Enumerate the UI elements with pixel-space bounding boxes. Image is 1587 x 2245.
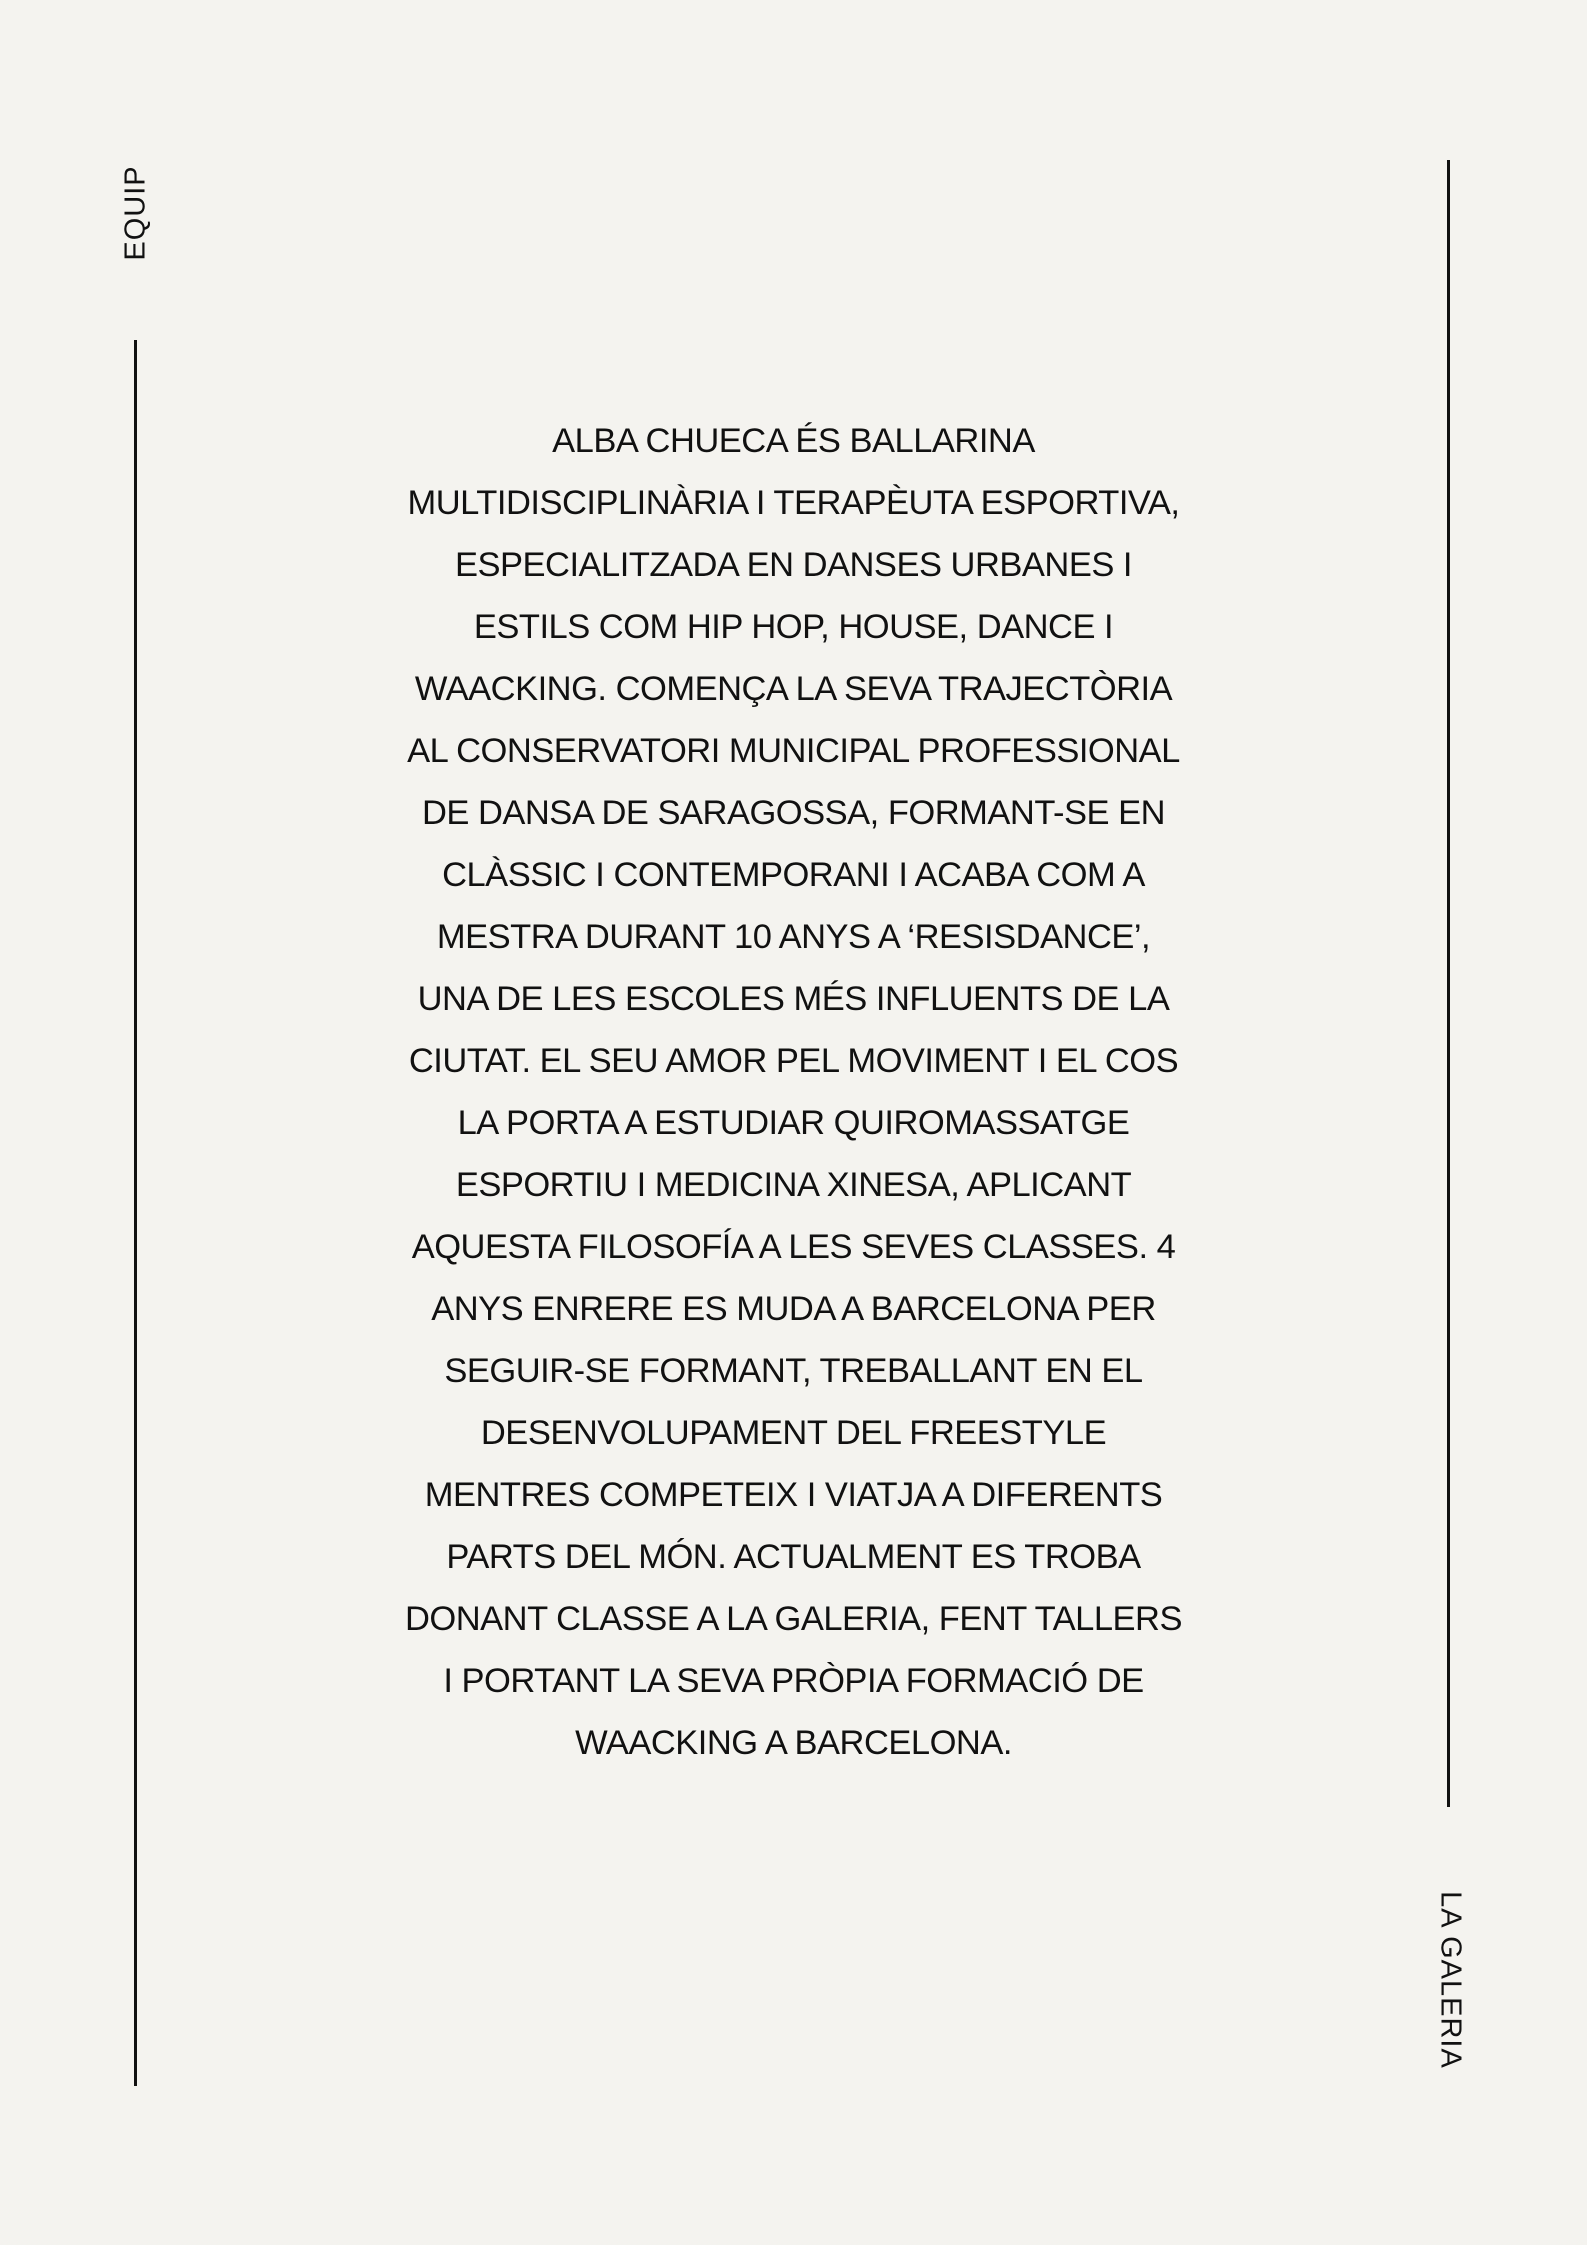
bio-line: MESTRA DURANT 10 ANYS A ‘RESISDANCE’, bbox=[436, 918, 1151, 956]
brand-label-la-galeria: LA GALERIA bbox=[1434, 1891, 1467, 2069]
bio-line: ESPORTIU I MEDICINA XINESA, APLICANT bbox=[455, 1166, 1132, 1204]
left-vertical-rule bbox=[134, 340, 137, 2086]
section-label-equip: EQUIP bbox=[119, 165, 152, 261]
bio-line: UNA DE LES ESCOLES MÉS INFLUENTS DE LA bbox=[417, 980, 1170, 1018]
bio-line: AL CONSERVATORI MUNICIPAL PROFESSIONAL bbox=[407, 732, 1180, 770]
bio-line: ESPECIALITZADA EN DANSES URBANES I bbox=[454, 546, 1133, 584]
bio-line: LA PORTA A ESTUDIAR QUIROMASSATGE bbox=[457, 1104, 1130, 1142]
bio-line: PARTS DEL MÓN. ACTUALMENT ES TROBA bbox=[446, 1538, 1141, 1576]
bio-line: ALBA CHUECA ÉS BALLARINA bbox=[552, 422, 1035, 460]
bio-line: WAACKING A BARCELONA. bbox=[575, 1724, 1012, 1762]
bio-line: DONANT CLASSE A LA GALERIA, FENT TALLERS bbox=[404, 1600, 1182, 1638]
bio-line: ESTILS COM HIP HOP, HOUSE, DANCE I bbox=[473, 608, 1114, 646]
bio-line: I PORTANT LA SEVA PRÒPIA FORMACIÓ DE bbox=[443, 1662, 1144, 1700]
bio-line: MENTRES COMPETEIX I VIATJA A DIFERENTS bbox=[424, 1476, 1163, 1514]
bio-line: SEGUIR-SE FORMANT, TREBALLANT EN EL bbox=[444, 1352, 1143, 1390]
bio-line: DE DANSA DE SARAGOSSA, FORMANT-SE EN bbox=[421, 794, 1166, 832]
right-vertical-rule bbox=[1447, 160, 1450, 1807]
bio-line: WAACKING. COMENÇA LA SEVA TRAJECTÒRIA bbox=[414, 670, 1173, 708]
bio-line: CIUTAT. EL SEU AMOR PEL MOVIMENT I EL COS bbox=[408, 1042, 1179, 1080]
bio-text bbox=[340, 410, 1247, 1774]
bio-line: ANYS ENRERE ES MUDA A BARCELONA PER bbox=[431, 1290, 1156, 1328]
bio-line: CLÀSSIC I CONTEMPORANI I ACABA COM A bbox=[442, 856, 1145, 894]
bio-line: MULTIDISCIPLINÀRIA I TERAPÈUTA ESPORTIVA, bbox=[407, 484, 1180, 522]
bio-line: DESENVOLUPAMENT DEL FREESTYLE bbox=[480, 1414, 1107, 1452]
bio-line: AQUESTA FILOSOFÍA A LES SEVES CLASSES. 4 bbox=[411, 1228, 1176, 1266]
